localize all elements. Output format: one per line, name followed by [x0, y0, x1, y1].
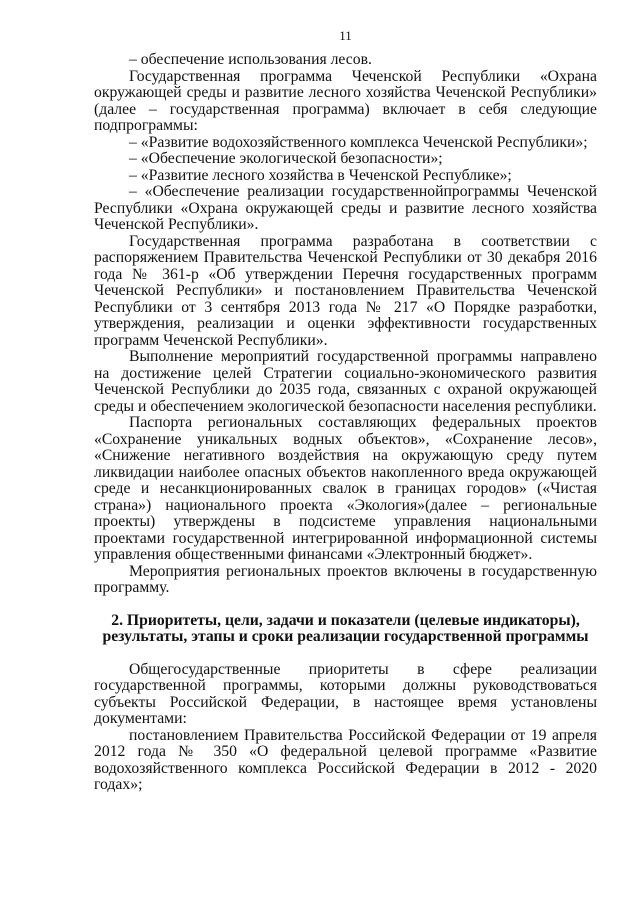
section-heading — [94, 613, 597, 646]
paragraph: Государственная программа Чеченской Республики «Охрана окружающей среды и развитие лесного хозяйства Чеченской Республики» (далее – государственная программа) включает в себя следующие подпрограммы: — [94, 67, 597, 134]
paragraph: постановлением Правительства Российской Федерации от 19 апреля 2012 года № 350 «О федеральной целевой программе «Развитие водохозяйственного комплекса Российской Федерации в 2012 - 2020 годах»; — [94, 726, 597, 793]
paragraph: Паспорта региональных составляющих федеральных проектов «Сохранение уникальных водных объектов», «Сохранение лесов», «Снижение негативного воздействия на окружающую среду путем ликвидации наиболее опасных объектов накопленного вреда окружающей среде и несанкционированных свалок в границах городов» («Чистая страна») национального проекта «Экология»(далее – региональные проекты) утверждены в подсистеме управления национальными проектами государственной интегрированной информационной системы управления общественными финансами «Электронный бюджет». — [94, 414, 597, 563]
paragraph: Государственная программа разработана в соответствии с распоряжением Правительства Чеченской Республики от 30 декабря 2016 года № 361-р «Об утверждении Перечня государственных программ Чеченской Республики» и постановлением Правительства Чеченской Республики от 3 сентября 2013 года № 217 «О Порядке разработки, утверждения, реализации и оценки эффективности государственных программ Чеченской Республики». — [94, 232, 597, 349]
document-body — [94, 52, 597, 794]
paragraph: – обеспечение использования лесов. — [129, 51, 372, 68]
paragraph: Выполнение мероприятий государственной программы направлено на достижение целей Стратегии социально-экономического развития Чеченской Республики до 2035 года, связанных с охраной окружающей среды и обеспечением экологической безопасности населения республики. — [94, 348, 597, 415]
list-item: – «Обеспечение реализации государственнойпрограммы Чеченской Республики «Охрана окружающей среды и развитие лесного хозяйства Чеченской Республики». — [94, 183, 597, 233]
section-heading-line: результаты, этапы и сроки реализации государственной программы — [102, 628, 589, 645]
list-item: – «Развитие водохозяйственного комплекса Чеченской Республики»; — [129, 133, 588, 151]
page-number: 11 — [339, 28, 352, 43]
list-item: – «Обеспечение экологической безопасности»; — [129, 150, 443, 167]
section-heading-line: 2. Приоритеты, цели, задачи и показатели (целевые индикаторы), — [111, 611, 580, 629]
paragraph: Мероприятия региональных проектов включены в государственную программу. — [94, 562, 597, 596]
paragraph: Общегосударственные приоритеты в сфере реализации государственной программы, которыми должны руководствоваться субъекты Российской Федерации, в настоящее время установлены документами: — [94, 660, 597, 727]
list-item: – «Развитие лесного хозяйства в Чеченской Республике»; — [129, 166, 512, 184]
